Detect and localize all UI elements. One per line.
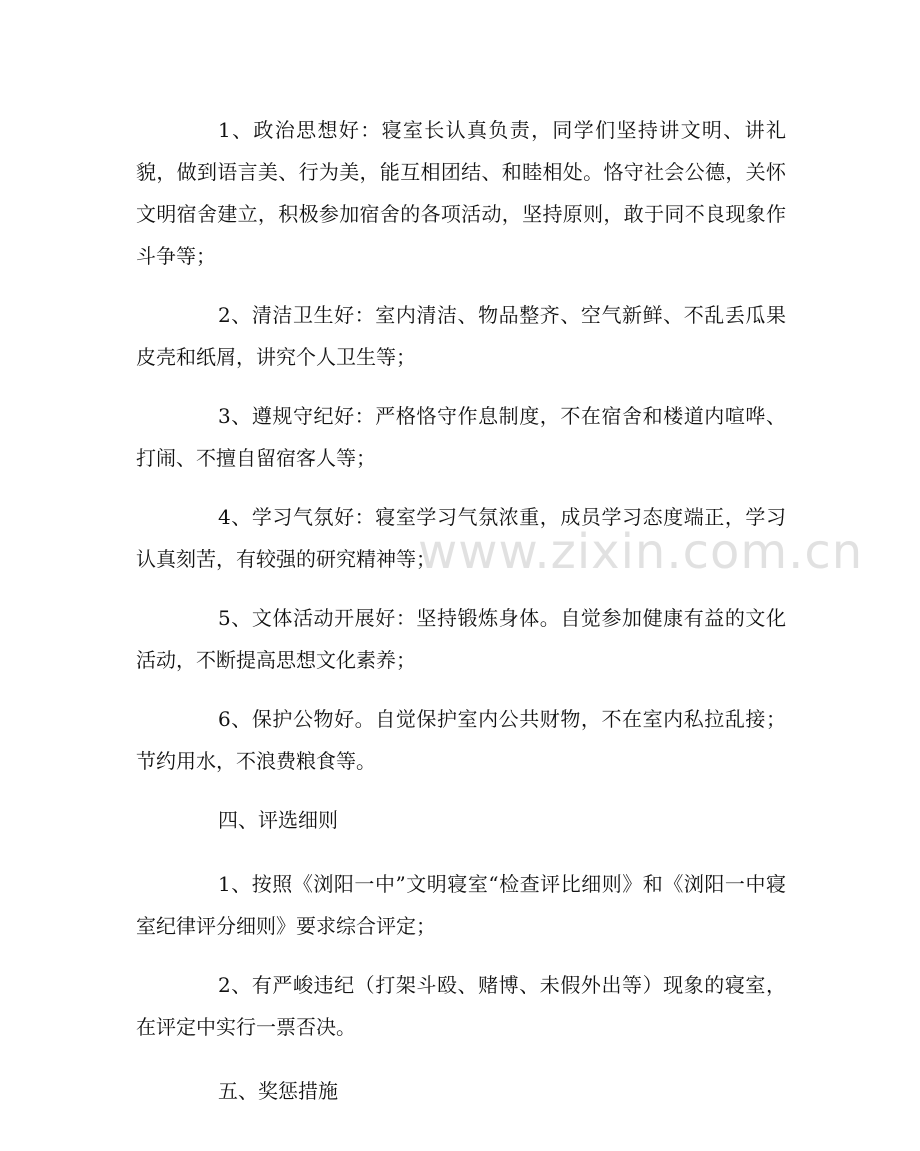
paragraph-study: 4、学习气氛好：寝室学习气氛浓重，成员学习态度端正，学习认真刻苦，有较强的研究精神等； — [136, 505, 786, 571]
paragraph-political: 1、政治思想好：寝室长认真负责，同学们坚持讲文明、讲礼貌，做到语言美、行为美，能互相团结、和睦相处。恪守社会公德，关怀文明宿舍建立，积极参加宿舍的各项活动，坚持原则，敢于同不良现象作斗争等； — [136, 118, 786, 268]
paragraph-hygiene: 2、清洁卫生好：室内清洁、物品整齐、空气新鲜、不乱丢瓜果皮壳和纸屑，讲究个人卫生等； — [136, 303, 786, 369]
section-heading-rewards-penalties: 五、奖惩措施 — [218, 1079, 338, 1103]
paragraph-discipline: 3、遵规守纪好：严格恪守作息制度，不在宿舍和楼道内喧哗、打闹、不擅自留宿客人等； — [136, 404, 786, 470]
document-body — [136, 109, 786, 1129]
paragraph-veto: 2、有严峻违纪（打架斗殴、赌博、未假外出等）现象的寝室，在评定中实行一票否决。 — [136, 973, 786, 1039]
paragraph-property: 6、保护公物好。自觉保护室内公共财物，不在室内私拉乱接；节约用水，不浪费粮食等。 — [136, 707, 786, 773]
section-heading-evaluation-rules: 四、评选细则 — [218, 808, 338, 832]
paragraph-evaluation-criteria: 1、按照《浏阳一中”文明寝室“检查评比细则》和《浏阳一中寝室纪律评分细则》要求综合评定； — [136, 872, 786, 938]
paragraph-activities: 5、文体活动开展好：坚持锻炼身体。自觉参加健康有益的文化活动，不断提高思想文化素养； — [136, 606, 786, 672]
watermark: www.zixin.com.cn — [418, 524, 864, 580]
